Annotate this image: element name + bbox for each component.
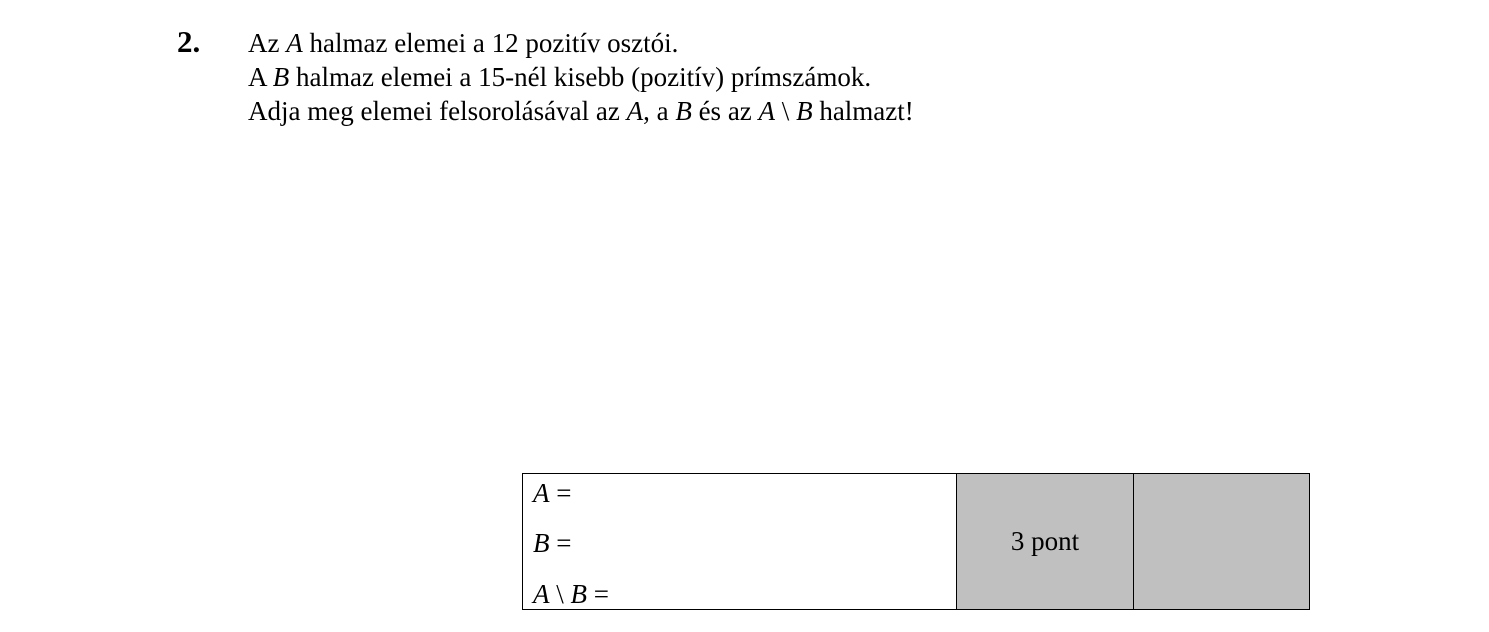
problem-number: 2. — [177, 24, 201, 59]
set-symbol-b: B — [533, 528, 550, 558]
problem-statement — [248, 26, 914, 128]
problem-line-1 — [248, 26, 914, 60]
set-symbol-a: A — [533, 579, 550, 609]
text-span: és az — [691, 96, 759, 126]
text-span: Adja meg elemei felsorolásával az — [248, 96, 627, 126]
answer-row-a-minus-b[interactable] — [533, 579, 609, 610]
points-cell — [957, 474, 1134, 609]
text-span: , a — [643, 96, 676, 126]
text-span: halmaz elemei a 15-nél kisebb (pozitív) prímszámok. — [289, 62, 872, 92]
set-symbol-a: A — [626, 96, 644, 126]
problem-line-2 — [248, 60, 914, 94]
set-difference-symbol: \ — [775, 96, 797, 126]
set-symbol-a: A — [286, 28, 303, 58]
set-symbol-a: A — [533, 478, 550, 508]
set-symbol-b: B — [796, 96, 813, 126]
answer-box — [522, 473, 1310, 610]
set-symbol-a: A — [758, 96, 776, 126]
points-label: 3 pont — [1010, 526, 1080, 556]
text-span: halmazt! — [812, 96, 914, 126]
answer-area[interactable] — [523, 474, 957, 609]
score-cell — [1134, 474, 1309, 609]
set-symbol-b: B — [570, 579, 588, 609]
problem-line-3 — [248, 94, 914, 128]
text-span: halmaz elemei a 12 pozitív osztói. — [302, 28, 679, 58]
set-symbol-b: B — [272, 62, 290, 92]
text-span: A — [248, 62, 273, 92]
equals-sign: = — [587, 579, 609, 609]
equals-sign: = — [549, 478, 572, 508]
answer-row-b[interactable] — [533, 528, 571, 559]
text-span: Az — [248, 28, 287, 58]
equals-sign: = — [549, 528, 572, 558]
answer-row-a[interactable] — [533, 478, 571, 509]
set-symbol-b: B — [675, 96, 692, 126]
set-difference-symbol: \ — [549, 579, 571, 609]
